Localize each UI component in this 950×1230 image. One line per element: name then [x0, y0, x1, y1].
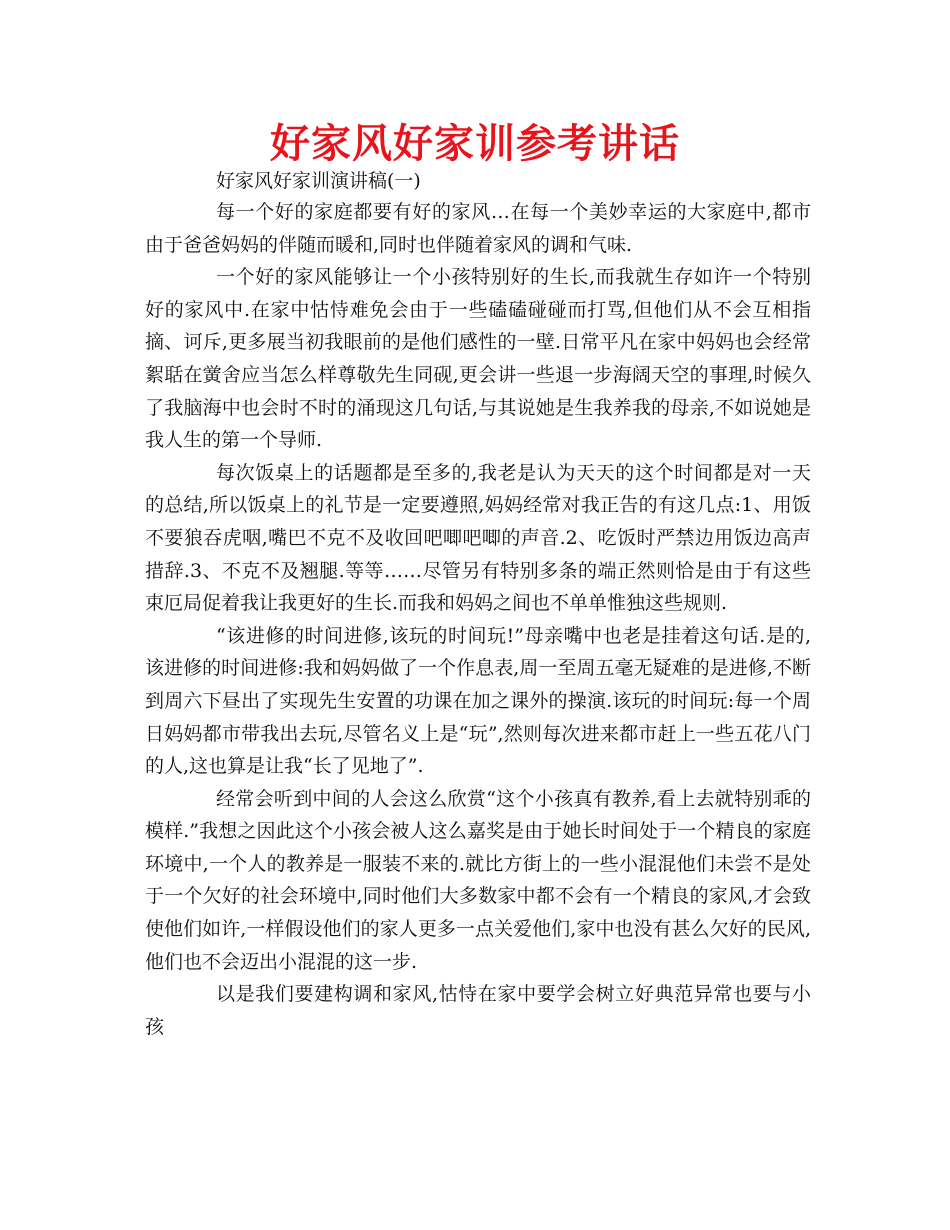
document-title: 好家风好家训参考讲话: [270, 121, 680, 167]
paragraph: “该进修的时间进修,该玩的时间玩!”母亲嘴中也老是挂着这句话.是的,该进修的时间进修:我和妈妈做了一个作息表,周一至周五毫无疑难的是进修,不断到周六下昼出了实现先生安置的功课在加之课外的操演.该玩的时间玩:每一个周日妈妈都市带我出去玩,尽管名义上是“玩”,然则每次进来都市赶上一些五花八门的人,这也算是让我“长了见地了”.: [145, 624, 811, 778]
paragraph: 以是我们要建构调和家风,怙恃在家中要学会树立好典范异常也要与小孩: [145, 983, 811, 1038]
document-body: [145, 196, 811, 1043]
paragraph: 一个好的家风能够让一个小孩特别好的生长,而我就生存如许一个特别好的家风中.在家中怙恃难免会由于一些磕磕碰碰而打骂,但他们从不会互相指摘、诃斥,更多展当初我眼前的是他们感性的一壁.日常平凡在家中妈妈也会经常絮聒在黉舍应当怎么样尊敬先生同砚,更会讲一些退一步海阔天空的事理,时候久了我脑海中也会时不时的涌现这几句话,与其说她是生我养我的母亲,不如说她是我人生的第一个导师.: [145, 266, 811, 452]
document-subtitle: 好家风好家训演讲稿(一): [216, 170, 421, 192]
paragraph: 每次饭桌上的话题都是至多的,我老是认为天天的这个时间都是对一天的总结,所以饭桌上的礼节是一定要遵照,妈妈经常对我正告的有这几点:1、用饭不要狼吞虎咽,嘴巴不克不及收回吧唧吧唧的声音.2、吃饭时严禁边用饭边高声措辞.3、不克不及翘腿.等等……尽管另有特别多条的端正然则恰是由于有这些束厄局促着我让我更好的生长.而我和妈妈之间也不单单惟独这些规则.: [145, 461, 811, 615]
paragraph: 经常会听到中间的人会这么欣赏“这个小孩真有教养,看上去就特别乖的模样.”我想之因此这个小孩会被人这么嘉奖是由于她长时间处于一个精良的家庭环境中,一个人的教养是一服装不来的.就比方街上的一些小混混他们未尝不是处于一个欠好的社会环境中,同时他们大多数家中都不会有一个精良的家风,才会致使他们如许,一样假设他们的家人更多一点关爱他们,家中也没有甚么欠好的民风,他们也不会迈出小混混的这一步.: [145, 787, 811, 973]
paragraph: 每一个好的家庭都要有好的家风…在每一个美妙幸运的大家庭中,都市由于爸爸妈妈的伴随而暖和,同时也伴随着家风的调和气味.: [145, 201, 811, 256]
